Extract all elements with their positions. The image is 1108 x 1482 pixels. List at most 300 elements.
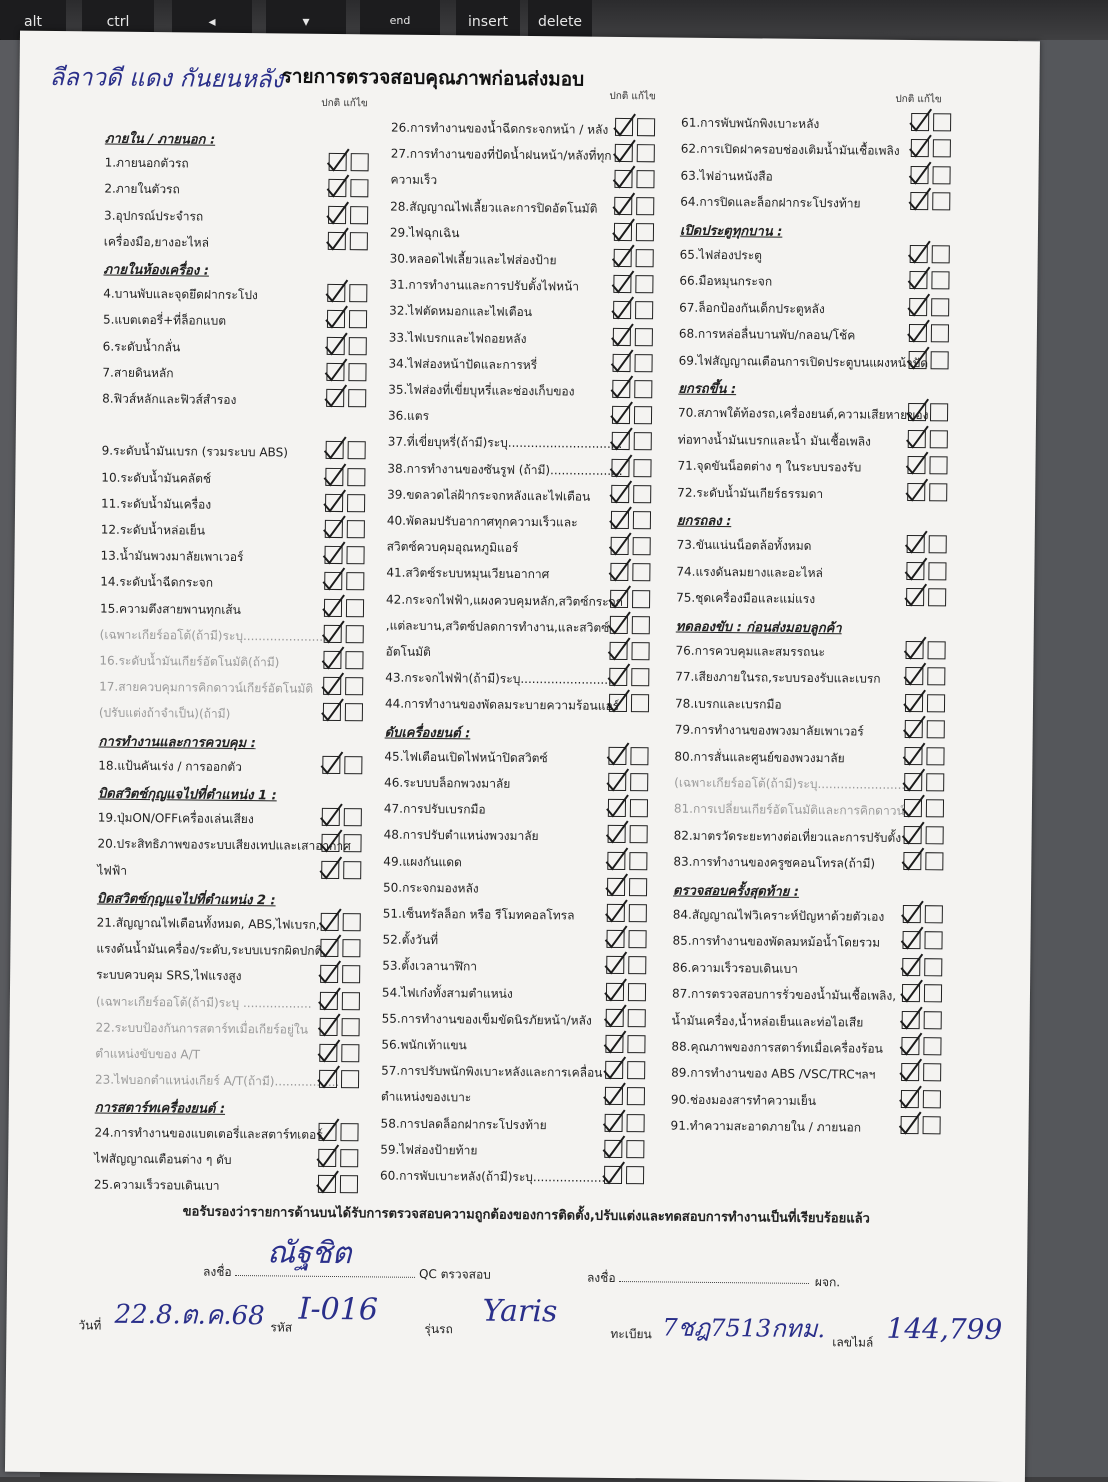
checkbox-pair[interactable] [909,298,953,320]
checkbox-pair[interactable] [905,667,949,689]
checkbox-pair[interactable] [319,1070,363,1092]
checkbox-pair[interactable] [322,756,366,778]
check-mark-icon [323,330,349,356]
checkbox-pair[interactable] [324,598,368,620]
checkbox-fix[interactable] [350,206,368,224]
checkbox-pair[interactable] [607,904,651,926]
checkbox-pair[interactable] [320,965,364,987]
checkbox-pair[interactable] [614,196,658,218]
checklist-item: 74.แรงดันลมยางและอะไหล่ [676,564,823,580]
checkbox-pair[interactable] [612,380,656,402]
checkbox-fix[interactable] [631,642,649,660]
check-mark-icon [604,793,630,819]
checkbox-fix[interactable] [924,984,942,1002]
checkbox-fix[interactable] [924,932,942,950]
checklist-item: 61.การพับพนักพิงเบาะหลัง [681,115,820,132]
checkbox-fix[interactable] [630,799,648,817]
checkbox-fix[interactable] [351,153,369,171]
checkbox-fix[interactable] [925,905,943,923]
check-mark-icon [609,321,635,347]
checklist-item: 19.ปุ่มON/OFFเครื่องเล่นเสียง [97,810,254,827]
checkbox-pair[interactable] [615,144,659,166]
mileage-label: เลขไมล์ [832,1335,874,1350]
check-mark-icon [606,583,632,609]
checkbox-pair[interactable] [321,913,365,935]
checkbox-pair[interactable] [613,301,657,323]
checkbox-fix[interactable] [342,939,360,957]
checkbox-fix[interactable] [633,511,651,529]
checkbox-fix[interactable] [925,852,943,870]
checklist-item: (ปรับแต่งถ้าจำเป็น)(ถ้ามี) [98,705,231,722]
checkbox-fix[interactable] [633,459,651,477]
checkbox-pair[interactable] [908,403,952,425]
checkbox-fix[interactable] [931,324,949,342]
checkbox-pair[interactable] [911,113,955,135]
check-mark-icon [321,514,347,540]
checkbox-pair[interactable] [901,1090,945,1112]
checkbox-pair[interactable] [324,546,368,568]
checkbox-fix[interactable] [628,930,646,948]
checklist-item: 45.ไฟเตือนเปิดไฟหน้าปิดสวิตซ์ [384,749,548,766]
checkbox-pair[interactable] [326,363,370,385]
check-mark-icon [315,1012,341,1038]
checkbox-fix[interactable] [635,328,653,346]
checkbox-pair[interactable] [320,991,364,1013]
check-mark-icon [316,959,342,985]
checkbox-fix[interactable] [933,113,951,131]
checkbox-fix[interactable] [348,389,366,407]
checkbox-pair[interactable] [614,249,658,271]
checklist-item: 15.ความตึงสายพานทุกเส้น [99,601,241,617]
checkbox-fix[interactable] [636,223,654,241]
checkbox-fix[interactable] [343,913,361,931]
checkbox-pair[interactable] [910,166,954,188]
checkbox-pair[interactable] [910,245,954,267]
checkbox-fix[interactable] [924,1011,942,1029]
keyboard-key: delete [528,0,592,44]
checkbox-fix[interactable] [631,668,649,686]
checkbox-pair[interactable] [323,703,367,725]
checkbox-fix[interactable] [930,404,948,422]
checkbox-pair[interactable] [613,327,657,349]
checkbox-pair[interactable] [608,825,652,847]
checkbox-fix[interactable] [929,536,947,554]
keyboard-key: ◂ [172,0,252,44]
checkbox-pair[interactable] [609,668,653,690]
checkbox-fix[interactable] [626,1166,644,1184]
checkbox-fix[interactable] [931,298,949,316]
checklist-item: 28.สัญญาณไฟเลี้ยวและการปิดอัตโนมัติ [390,199,598,216]
checkbox-fix[interactable] [926,826,944,844]
check-mark-icon [907,133,933,159]
checkbox-fix[interactable] [932,166,950,184]
checkbox-fix[interactable] [349,284,367,302]
checkbox-fix[interactable] [346,599,364,617]
checklist-item: 79.การทำงานของพวงมาลัยเพาเวอร์ [674,722,864,739]
checkbox-fix[interactable] [926,800,944,818]
checkbox-pair[interactable] [911,139,955,161]
check-mark-icon [602,950,628,976]
checkbox-pair[interactable] [613,275,657,297]
check-mark-icon [607,452,633,478]
checkbox-fix[interactable] [343,861,361,879]
checkbox-pair[interactable] [608,773,652,795]
checkbox-pair[interactable] [605,1035,649,1057]
checkbox-fix[interactable] [347,468,365,486]
checkbox-fix[interactable] [629,878,647,896]
checkbox-pair[interactable] [908,351,952,373]
checkbox-pair[interactable] [319,1018,363,1040]
check-mark-icon [897,1110,923,1136]
checkbox-pair[interactable] [901,1037,945,1059]
checkbox-pair[interactable] [322,808,366,830]
checkbox-fix[interactable] [635,302,653,320]
checklist-item: 78.เบรกและเบรกมือ [674,696,782,712]
checkbox-fix[interactable] [634,406,652,424]
checkbox-fix[interactable] [348,442,366,460]
checkbox-fix[interactable] [927,641,945,659]
checklist-item: 68.การหล่อลื่นบานพับ/กลอน/โช้ค [678,326,856,343]
checkbox-pair[interactable] [321,834,365,856]
checkbox-fix[interactable] [628,1009,646,1027]
checklist-item: 13.น้ำมันพวงมาลัยเพาเวอร์ [100,548,244,565]
check-mark-icon [604,767,630,793]
checklist-item: 57.การปรับพนักพิงเบาะหลังและการเคลื่อน [381,1063,603,1081]
checklist-item: 73.ขันแน่นน็อตล้อทั้งหมด [676,537,812,554]
checkbox-fix[interactable] [347,520,365,538]
checkbox-pair[interactable] [610,563,654,585]
checklist-item: 3.อุปกรณ์ประจำรถ [104,208,204,224]
checkbox-fix[interactable] [627,1114,645,1132]
checkbox-fix[interactable] [628,983,646,1001]
checkbox-fix[interactable] [932,192,950,210]
checkbox-pair[interactable] [909,324,953,346]
checklist-item: 39.ขดลวดไล่ฝ้ากระจกหลังและไฟเตือน [387,487,591,504]
checklist-item: ท่อทางน้ำมันเบรกและน้ำ มันเชื้อเพลิง [677,432,872,449]
checkbox-fix[interactable] [626,1140,644,1158]
checkbox-pair[interactable] [318,1175,362,1197]
signature-line-manager [619,1267,809,1284]
checkbox-pair[interactable] [901,1063,945,1085]
checkbox-pair[interactable] [610,589,654,611]
checkbox-pair[interactable] [326,441,370,463]
checkbox-fix[interactable] [627,1087,645,1105]
checkbox-fix[interactable] [630,747,648,765]
checkbox-pair[interactable] [906,562,950,584]
checklist-item: 89.การทำงานของ ABS /VSC/TRCฯลฯ [671,1065,876,1083]
checkbox-pair[interactable] [607,851,651,873]
checkbox-pair[interactable] [606,1009,650,1031]
checkbox-fix[interactable] [634,380,652,398]
checkbox-pair[interactable] [327,284,371,306]
checkbox-pair[interactable] [318,1149,362,1171]
checkbox-fix[interactable] [923,1090,941,1108]
checkbox-fix[interactable] [341,1044,359,1062]
checkbox-fix[interactable] [343,834,361,852]
plate-label: ทะเบียน [610,1326,652,1342]
check-mark-icon [316,985,342,1011]
checkbox-pair[interactable] [904,799,948,821]
checkbox-pair[interactable] [905,720,949,742]
check-mark-icon [897,1031,923,1057]
checkbox-pair[interactable] [902,1011,946,1033]
check-mark-icon [603,872,629,898]
checkbox-fix[interactable] [348,363,366,381]
checkbox-pair[interactable] [904,826,948,848]
checkbox-fix[interactable] [923,1037,941,1055]
checkbox-pair[interactable] [607,878,651,900]
checkbox-fix[interactable] [631,694,649,712]
checkbox-fix[interactable] [341,1070,359,1088]
keyboard-key: ctrl [82,0,154,44]
checkbox-fix[interactable] [346,546,364,564]
checkbox-fix[interactable] [636,171,654,189]
checkbox-fix[interactable] [346,625,364,643]
checkbox-fix[interactable] [342,992,360,1010]
check-mark-icon [321,488,347,514]
checkbox-pair[interactable] [903,852,947,874]
checkbox-pair[interactable] [320,939,364,961]
checkbox-fix[interactable] [927,668,945,686]
checkbox-pair[interactable] [612,354,656,376]
inspection-sheet [5,31,1040,1482]
check-mark-icon [602,976,628,1002]
qc-label: QC ตรวจสอบ [418,1266,491,1282]
sign-label-qc: ลงชื่อ [202,1264,232,1279]
checkbox-fix[interactable] [349,337,367,355]
checkbox-pair[interactable] [606,956,650,978]
checkbox-fix[interactable] [630,773,648,791]
checkbox-pair[interactable] [905,694,949,716]
checkbox-pair[interactable] [608,799,652,821]
checkbox-fix[interactable] [928,588,946,606]
checkbox-pair[interactable] [614,170,658,192]
checkbox-fix[interactable] [342,965,360,983]
checklist-item: 91.ทำความสะอาดภายใน / ภายนอก [670,1118,862,1135]
check-mark-icon [904,397,930,423]
checkbox-pair[interactable] [608,747,652,769]
checkbox-fix[interactable] [923,1116,941,1134]
checkbox-pair[interactable] [606,982,650,1004]
checkbox-fix[interactable] [930,430,948,448]
checkbox-pair[interactable] [615,118,659,140]
checkbox-pair[interactable] [902,931,946,953]
checkbox-pair[interactable] [904,747,948,769]
checklist-item: 34.ไฟส่องหน้าปัดและการหรี่ [388,356,538,372]
checkbox-fix[interactable] [628,956,646,974]
check-mark-icon [610,243,636,269]
checkbox-pair[interactable] [610,616,654,638]
checkbox-fix[interactable] [633,537,651,555]
checklist-item: อัตโนมัติ [385,644,431,659]
check-mark-icon [603,845,629,871]
checkbox-pair[interactable] [604,1140,648,1162]
checkbox-fix[interactable] [342,1018,360,1036]
checkbox-pair[interactable] [324,625,368,647]
checklist-item: 60.การพับเบาะหลัง(ถ้ามี)ระบุ..................... [379,1168,614,1185]
checkbox-pair[interactable] [910,192,954,214]
checklist-item: 80.การสั่นและศูนย์ของพวงมาลัย [674,749,845,765]
checkbox-pair[interactable] [909,271,953,293]
checkbox-fix[interactable] [345,677,363,695]
checkbox-fix[interactable] [346,572,364,590]
checkbox-fix[interactable] [350,180,368,198]
checkbox-fix[interactable] [929,483,947,501]
checkbox-pair[interactable] [325,520,369,542]
checkbox-pair[interactable] [326,389,370,411]
checkbox-fix[interactable] [634,432,652,450]
checkbox-fix[interactable] [931,351,949,369]
checkbox-pair[interactable] [328,179,372,201]
checkbox-fix[interactable] [349,311,367,329]
checkbox-fix[interactable] [927,694,945,712]
checkbox-fix[interactable] [345,651,363,669]
checkbox-pair[interactable] [907,483,951,505]
check-mark-icon [324,199,350,225]
checkbox-pair[interactable] [323,651,367,673]
checkbox-fix[interactable] [926,773,944,791]
check-mark-icon [320,540,346,566]
check-mark-icon [319,645,345,671]
checklist-item: 24.การทำงานของแบตเตอรี่และสตาร์ทเตอร์, [94,1125,327,1142]
check-mark-icon [900,741,926,767]
checkbox-fix[interactable] [929,456,947,474]
checkbox-pair[interactable] [325,494,369,516]
checkbox-pair[interactable] [903,905,947,927]
checkbox-fix[interactable] [347,494,365,512]
checkbox-fix[interactable] [630,825,648,843]
checkbox-fix[interactable] [637,118,655,136]
check-mark-icon [903,450,929,476]
checkbox-pair[interactable] [604,1113,648,1135]
checklist-item: 47.การปรับเบรกมือ [383,801,486,817]
checkbox-pair[interactable] [614,223,658,245]
checkbox-fix[interactable] [636,249,654,267]
checkbox-fix[interactable] [933,140,951,158]
checkbox-pair[interactable] [319,1044,363,1066]
checkbox-fix[interactable] [632,563,650,581]
section-heading: เปิดประตูทุกบาน : [679,223,783,240]
checkbox-fix[interactable] [340,1123,358,1141]
checkbox-fix[interactable] [637,144,655,162]
checkbox-pair[interactable] [908,430,952,452]
check-mark-icon [605,662,631,688]
checkbox-pair[interactable] [329,153,373,175]
checkbox-fix[interactable] [340,1149,358,1167]
check-mark-icon [900,793,926,819]
checkbox-pair[interactable] [611,485,655,507]
checkbox-pair[interactable] [611,458,655,480]
checkbox-fix[interactable] [340,1175,358,1193]
check-mark-icon [609,269,635,295]
checkbox-fix[interactable] [627,1061,645,1079]
checkbox-pair[interactable] [906,588,950,610]
checkbox-fix[interactable] [629,904,647,922]
checkbox-pair[interactable] [605,1061,649,1083]
check-mark-icon [324,226,350,252]
checklist-item: 64.การปิดและล็อกฝากระโปรงท้าย [680,194,861,211]
checkbox-pair[interactable] [321,860,365,882]
checkbox-fix[interactable] [633,485,651,503]
checkbox-fix[interactable] [629,852,647,870]
checkbox-fix[interactable] [632,590,650,608]
model-value: Yaris [482,1293,558,1330]
check-mark-icon [608,400,634,426]
check-mark-icon [602,1003,628,1029]
check-mark-icon [325,147,351,173]
checkbox-fix[interactable] [924,958,942,976]
checkbox-fix[interactable] [634,354,652,372]
section-heading: ยกรถลง : [676,513,732,530]
checkbox-fix[interactable] [350,232,368,250]
check-mark-icon [603,898,629,924]
checkbox-pair[interactable] [612,432,656,454]
check-mark-icon [608,374,634,400]
checkbox-pair[interactable] [604,1166,648,1188]
checkbox-fix[interactable] [345,703,363,721]
checkbox-fix[interactable] [635,275,653,293]
checkbox-pair[interactable] [902,984,946,1006]
checkbox-pair[interactable] [318,1122,362,1144]
checkbox-pair[interactable] [905,641,949,663]
checkbox-pair[interactable] [605,1087,649,1109]
checkbox-fix[interactable] [931,272,949,290]
checkbox-pair[interactable] [609,642,653,664]
checkbox-pair[interactable] [328,232,372,254]
checkbox-fix[interactable] [927,720,945,738]
checkbox-fix[interactable] [928,562,946,580]
checkbox-pair[interactable] [900,1116,944,1138]
checkbox-fix[interactable] [627,1035,645,1053]
checklist-item: 32.ไฟตัดหมอกและไฟเตือน [389,303,533,320]
checkbox-pair[interactable] [327,336,371,358]
checkbox-fix[interactable] [344,756,362,774]
checkbox-pair[interactable] [324,572,368,594]
checklist-item: 29.ไฟฉุกเฉิน [389,225,460,241]
checklist-item: 38.การทำงานของซันรูฟ (ถ้ามี)................... [387,461,623,478]
checklist-item: 70.สภาพใต้ท้องรถ,เครื่องยนต์,ความเสียหายของ [677,405,929,423]
checkbox-pair[interactable] [609,694,653,716]
checkbox-pair[interactable] [904,773,948,795]
checkbox-fix[interactable] [636,197,654,215]
checkbox-pair[interactable] [907,535,951,557]
checkbox-pair[interactable] [611,511,655,533]
checklist-item: 36.แตร [387,408,430,424]
checkbox-pair[interactable] [612,406,656,428]
checkbox-fix[interactable] [344,808,362,826]
checkbox-pair[interactable] [902,958,946,980]
checkbox-pair[interactable] [907,456,951,478]
checklist-item: 31.การทำงานและการปรับตั้งไฟหน้า [389,277,580,294]
checkbox-fix[interactable] [926,747,944,765]
checkbox-fix[interactable] [923,1064,941,1082]
code-label: รหัส [270,1320,293,1335]
checkbox-fix[interactable] [632,616,650,634]
checklist-item: 67.ล็อกป้องกันเด็กประตูหลัง [679,300,825,316]
checkbox-fix[interactable] [932,245,950,263]
checkbox-pair[interactable] [323,677,367,699]
checklist-item: 54.ไฟเก๋งทั้งสามตำแหน่ง [381,985,513,1001]
checkbox-pair[interactable] [606,930,650,952]
check-mark-icon [901,688,927,714]
column-header-3: ปกติ แก้ไข [895,93,942,106]
checkbox-pair[interactable] [325,467,369,489]
checkbox-pair[interactable] [611,537,655,559]
check-mark-icon [318,750,344,776]
checkbox-pair[interactable] [327,310,371,332]
checklist-item: 87.การตรวจสอบการรั่วของน้ำมันเชื้อเพลิง, [671,986,897,1004]
checkbox-pair[interactable] [328,205,372,227]
